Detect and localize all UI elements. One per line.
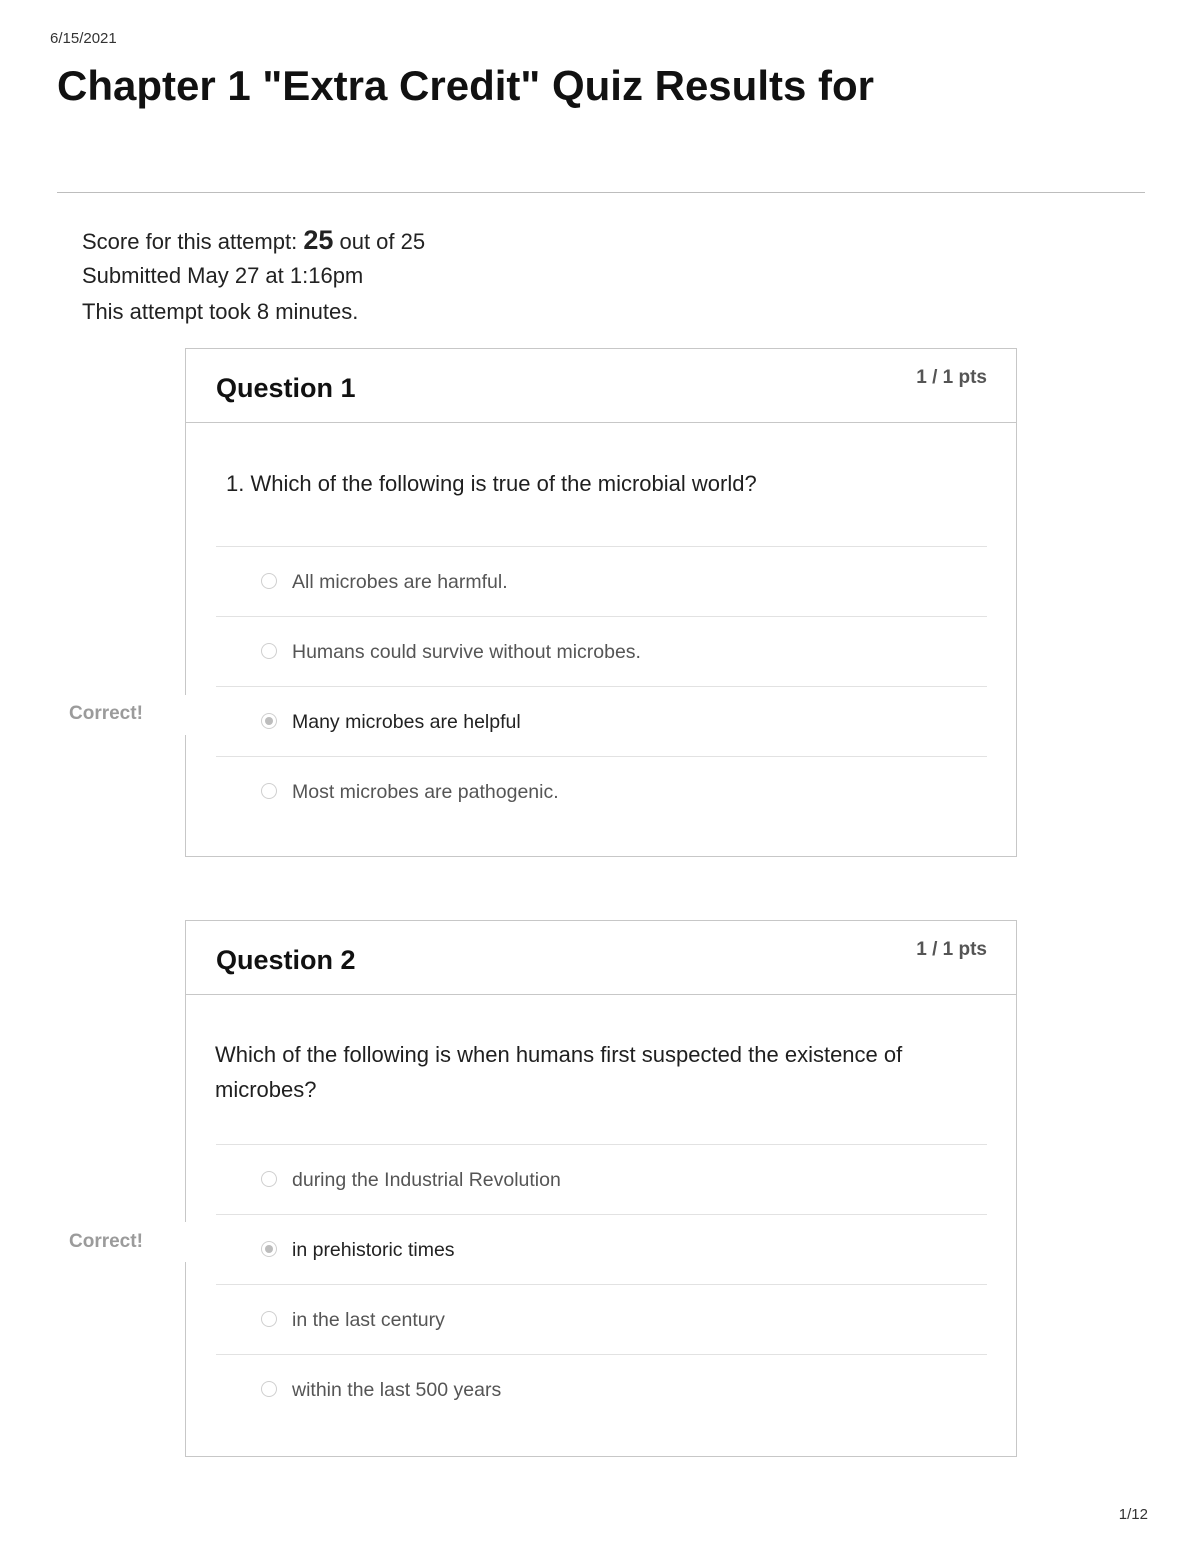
score-suffix: out of 25 (333, 229, 426, 254)
answer-option[interactable] (216, 616, 987, 686)
print-date: 6/15/2021 (50, 30, 117, 47)
answer-option[interactable] (216, 1144, 987, 1214)
question-header (186, 349, 1016, 423)
answer-option[interactable] (216, 756, 987, 826)
answer-label: during the Industrial Revolution (292, 1169, 561, 1191)
title-divider (57, 192, 1145, 193)
attempt-summary (82, 222, 425, 330)
answer-label: in prehistoric times (292, 1239, 455, 1261)
answer-option[interactable] (216, 546, 987, 616)
question-title: Question 2 (216, 945, 356, 975)
answer-option-selected[interactable] (216, 1214, 987, 1284)
question-points: 1 / 1 pts (916, 367, 987, 388)
score-value: 25 (303, 225, 334, 255)
question-card-1 (185, 348, 1017, 857)
answer-option[interactable] (216, 1284, 987, 1354)
submitted-line: Submitted May 27 at 1:16pm (82, 263, 364, 288)
border-gap (183, 695, 188, 735)
radio-button-selected[interactable] (261, 713, 277, 729)
correct-feedback: Correct! (69, 703, 143, 724)
answer-label: within the last 500 years (292, 1379, 502, 1401)
radio-button[interactable] (261, 1311, 277, 1327)
answer-label: Humans could survive without microbes. (292, 641, 641, 663)
answer-label: Most microbes are pathogenic. (292, 781, 559, 803)
question-header (186, 921, 1016, 995)
radio-button-selected[interactable] (261, 1241, 277, 1257)
answer-option-selected[interactable] (216, 686, 987, 756)
question-points: 1 / 1 pts (916, 939, 987, 960)
correct-feedback: Correct! (69, 1231, 143, 1252)
radio-button[interactable] (261, 1171, 277, 1187)
duration-line: This attempt took 8 minutes. (82, 299, 359, 324)
score-line (82, 222, 425, 258)
radio-button[interactable] (261, 643, 277, 659)
page-title: Chapter 1 "Extra Credit" Quiz Results for (57, 62, 874, 109)
page-number: 1/12 (1118, 1506, 1148, 1523)
question-card-2 (185, 920, 1017, 1457)
question-text: 1. Which of the following is true of the microbial world? (226, 471, 757, 496)
answer-label: Many microbes are helpful (292, 711, 521, 733)
question-title: Question 1 (216, 373, 356, 403)
question-text: Which of the following is when humans first suspected the existence of microbes? (215, 1042, 903, 1102)
radio-button[interactable] (261, 783, 277, 799)
radio-button[interactable] (261, 1381, 277, 1397)
border-gap (183, 1222, 188, 1262)
answer-list (216, 1144, 987, 1424)
score-prefix: Score for this attempt: (82, 229, 304, 254)
answer-option[interactable] (216, 1354, 987, 1424)
answer-label: in the last century (292, 1309, 445, 1331)
radio-button[interactable] (261, 573, 277, 589)
answer-label: All microbes are harmful. (292, 571, 508, 593)
answer-list (216, 546, 987, 826)
